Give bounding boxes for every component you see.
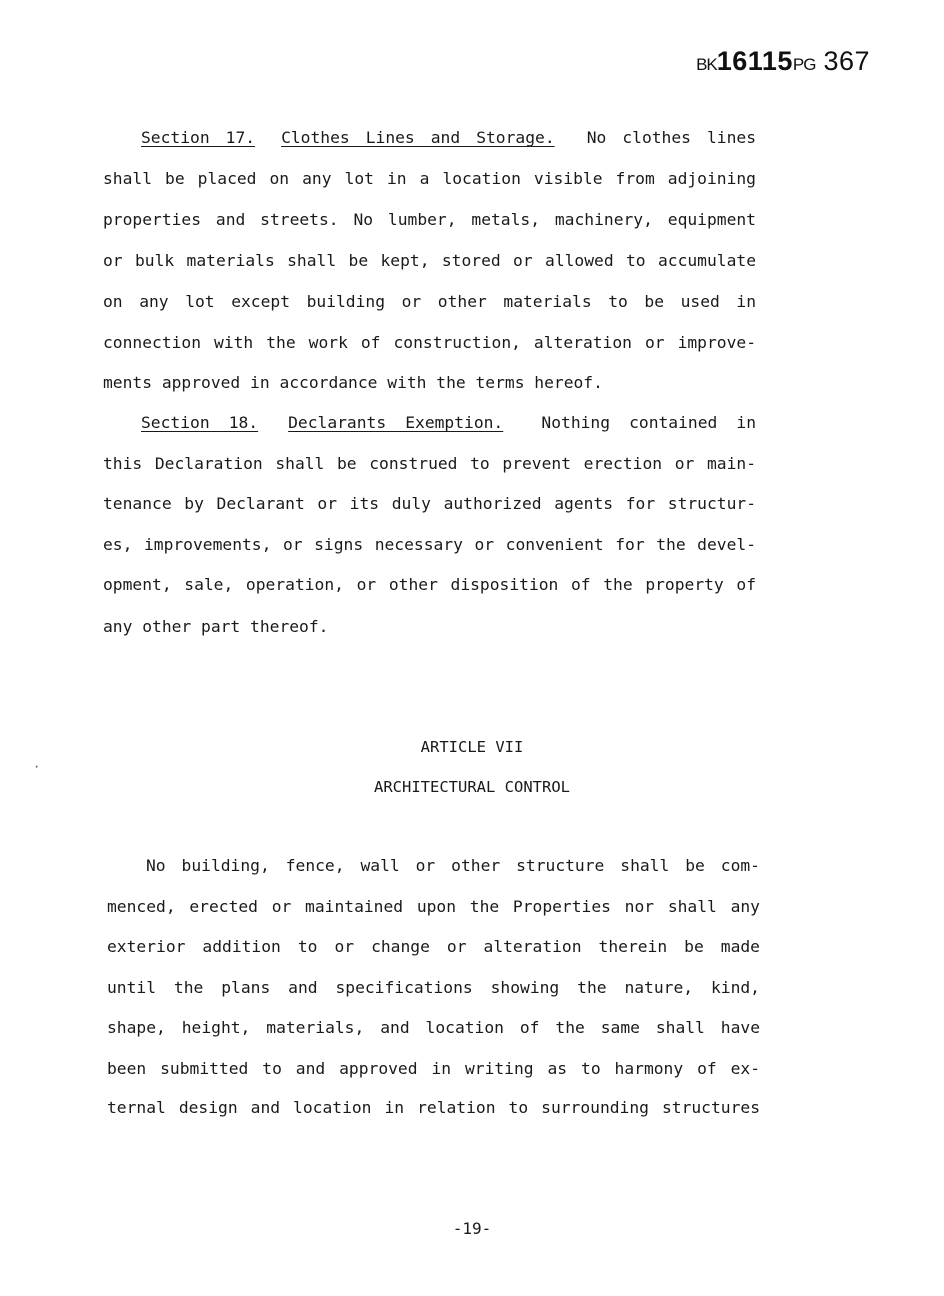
- section-17-line: properties and streets. No lumber, metals, machinery, equipment: [103, 210, 756, 229]
- section-17-first-line: [141, 128, 756, 148]
- section-18-line: opment, sale, operation, or other disposition of the property of: [103, 575, 756, 594]
- article-body-line: menced, erected or maintained upon the Properties nor shall any: [107, 897, 760, 916]
- recording-page-number: 367: [823, 46, 870, 76]
- article-body-line: shape, height, materials, and location of the same shall have: [107, 1018, 760, 1037]
- article-body-line: No building, fence, wall or other structure shall be com-: [146, 856, 760, 875]
- section-17-line: connection with the work of construction, alteration or improve-: [103, 333, 756, 352]
- book-prefix: BK: [696, 55, 717, 74]
- section-18-line: this Declaration shall be construed to prevent erection or main-: [103, 454, 756, 473]
- recording-stamp: [696, 46, 870, 77]
- section-18-first-line-text: Nothing contained in: [541, 413, 757, 432]
- section-18-line: tenance by Declarant or its duly authorized agents for structur-: [103, 494, 756, 513]
- page-number: -19-: [452, 1219, 492, 1238]
- section-17-line: on any lot except building or other materials to be used in: [103, 292, 756, 311]
- scan-speck: ·: [33, 760, 41, 774]
- article-body-line: ternal design and location in relation to surrounding structures: [107, 1098, 760, 1117]
- article-body-line: exterior addition to or change or alteration therein be made: [107, 937, 760, 956]
- section-17-line: or bulk materials shall be kept, stored or allowed to accumulate: [103, 251, 756, 270]
- article-body-line: until the plans and specifications showing the nature, kind,: [107, 978, 760, 997]
- section-17-line: shall be placed on any lot in a location visible from adjoining: [103, 169, 756, 188]
- section-18-first-line: [141, 413, 756, 433]
- article-number: ARTICLE VII: [420, 738, 524, 756]
- section-17-heading: Section 17.: [141, 128, 256, 147]
- section-17-title: Clothes Lines and Storage.: [281, 128, 555, 147]
- section-18-line: es, improvements, or signs necessary or convenient for the devel-: [103, 535, 756, 554]
- section-18-heading: Section 18.: [141, 413, 259, 432]
- section-17-line: ments approved in accordance with the terms hereof.: [103, 373, 603, 392]
- section-18-title: Declarants Exemption.: [288, 413, 504, 432]
- section-18-line: any other part thereof.: [103, 617, 329, 636]
- book-number: 16115: [716, 46, 793, 76]
- article-body-line: been submitted to and approved in writing as to harmony of ex-: [107, 1059, 760, 1078]
- section-17-first-line-text: No clothes lines: [586, 128, 757, 147]
- article-title: ARCHITECTURAL CONTROL: [374, 778, 570, 796]
- page-prefix: PG: [792, 55, 816, 74]
